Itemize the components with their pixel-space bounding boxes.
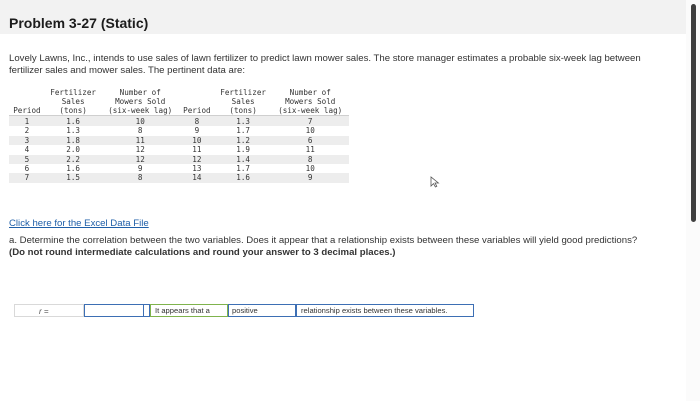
header-mow-top: Number of bbox=[119, 88, 161, 97]
table-cell: 10 bbox=[305, 164, 315, 174]
table-cell: 1.6 bbox=[45, 116, 102, 127]
mouse-pointer-icon bbox=[430, 176, 442, 188]
table-cell: 1.3 bbox=[66, 126, 80, 136]
table-cell: 6 bbox=[271, 136, 349, 145]
table-cell: 8 bbox=[179, 116, 215, 127]
header-mow-top: Number of bbox=[289, 88, 331, 97]
header-empty bbox=[179, 88, 215, 97]
table-cell: 4 bbox=[24, 145, 30, 155]
table-cell: 1.3 bbox=[215, 116, 272, 127]
table-cell: 12 bbox=[101, 155, 179, 164]
table-cell: 3 bbox=[9, 136, 45, 145]
r-label: r = bbox=[14, 304, 84, 317]
table-cell: 1.7 bbox=[236, 164, 250, 174]
header-empty bbox=[179, 97, 215, 106]
header-fert-bot: (tons) bbox=[45, 106, 102, 116]
table-cell: 11 bbox=[305, 145, 315, 155]
table-cell: 9 bbox=[194, 126, 200, 136]
table-cell: 13 bbox=[192, 164, 202, 174]
table-cell: 2.0 bbox=[66, 145, 80, 155]
header-fert-mid: Sales bbox=[231, 97, 255, 106]
relationship-existence-dropdown[interactable]: relationship exists between these variables. bbox=[296, 304, 474, 317]
table-cell: 1 bbox=[9, 116, 45, 127]
page-title: Problem 3-27 (Static) bbox=[9, 15, 149, 31]
appears-text: It appears that a bbox=[150, 304, 228, 317]
table-row bbox=[9, 155, 349, 164]
scrollbar-thumb[interactable] bbox=[691, 4, 696, 222]
header-fert-top: Fertilizer bbox=[50, 88, 96, 97]
table-row bbox=[9, 164, 349, 173]
table-cell: 2.2 bbox=[45, 155, 102, 164]
table-cell: 8 bbox=[137, 126, 143, 136]
table-cell: 8 bbox=[271, 155, 349, 164]
header-mow-mid: Mowers Sold bbox=[115, 97, 166, 106]
table-cell: 11 bbox=[101, 136, 179, 145]
header-mow-mid: Mowers Sold bbox=[285, 97, 336, 106]
header-mow-bot: (six-week lag) bbox=[271, 106, 349, 116]
table-row bbox=[9, 173, 349, 182]
header-empty bbox=[9, 88, 45, 97]
table-cell: 1.7 bbox=[236, 126, 250, 136]
table-cell: 7 bbox=[271, 116, 349, 127]
header-fert-top: Fertilizer bbox=[220, 88, 266, 97]
table-cell: 6 bbox=[24, 164, 30, 174]
question-text: a. Determine the correlation between the two variables. Does it appear that a relationship exists between these variables will yield good predictions? bbox=[9, 235, 638, 246]
table-cell: 8 bbox=[101, 173, 179, 182]
header-period: Period bbox=[179, 106, 215, 116]
table-cell: 1.2 bbox=[215, 136, 272, 145]
scrollbar[interactable] bbox=[686, 0, 700, 401]
data-table bbox=[9, 88, 349, 183]
relationship-direction-dropdown[interactable]: positive bbox=[228, 304, 296, 317]
header-period: Period bbox=[9, 106, 45, 116]
header-empty bbox=[9, 97, 45, 106]
table-row bbox=[9, 136, 349, 145]
header-mow-bot: (six-week lag) bbox=[101, 106, 179, 116]
table-cell: 9 bbox=[271, 173, 349, 182]
header-fert-mid: Sales bbox=[61, 97, 85, 106]
table-row bbox=[9, 126, 349, 135]
table-cell: 1.9 bbox=[236, 145, 250, 155]
problem-intro: Lovely Lawns, Inc., intends to use sales of lawn fertilizer to predict lawn mower sales. The store manager estimates a probable six-week lag between fertilizer sales and mower sales. The pertinent data are: bbox=[9, 53, 641, 76]
table-cell: 5 bbox=[9, 155, 45, 164]
table-cell: 12 bbox=[135, 145, 145, 155]
question-instruction: (Do not round intermediate calculations and round your answer to 3 decimal places.) bbox=[9, 247, 396, 258]
table-cell: 10 bbox=[179, 136, 215, 145]
question-a bbox=[9, 235, 649, 259]
table-cell: 2 bbox=[24, 126, 30, 136]
header-fert-bot: (tons) bbox=[215, 106, 272, 116]
table-cell: 12 bbox=[179, 155, 215, 164]
table-cell: 1.8 bbox=[45, 136, 102, 145]
table-cell: 1.4 bbox=[215, 155, 272, 164]
table-row bbox=[9, 116, 349, 127]
table-cell: 10 bbox=[305, 126, 315, 136]
table-cell: 10 bbox=[101, 116, 179, 127]
table-cell: 11 bbox=[192, 145, 202, 155]
table-cell: 7 bbox=[9, 173, 45, 182]
table-cell: 1.6 bbox=[66, 164, 80, 174]
table-row bbox=[9, 145, 349, 154]
correlation-input[interactable] bbox=[84, 304, 144, 317]
table-cell: 9 bbox=[137, 164, 143, 174]
table-cell: 1.5 bbox=[45, 173, 102, 182]
table-cell: 14 bbox=[179, 173, 215, 182]
excel-data-link[interactable]: Click here for the Excel Data File bbox=[9, 218, 149, 229]
table-cell: 1.6 bbox=[215, 173, 272, 182]
